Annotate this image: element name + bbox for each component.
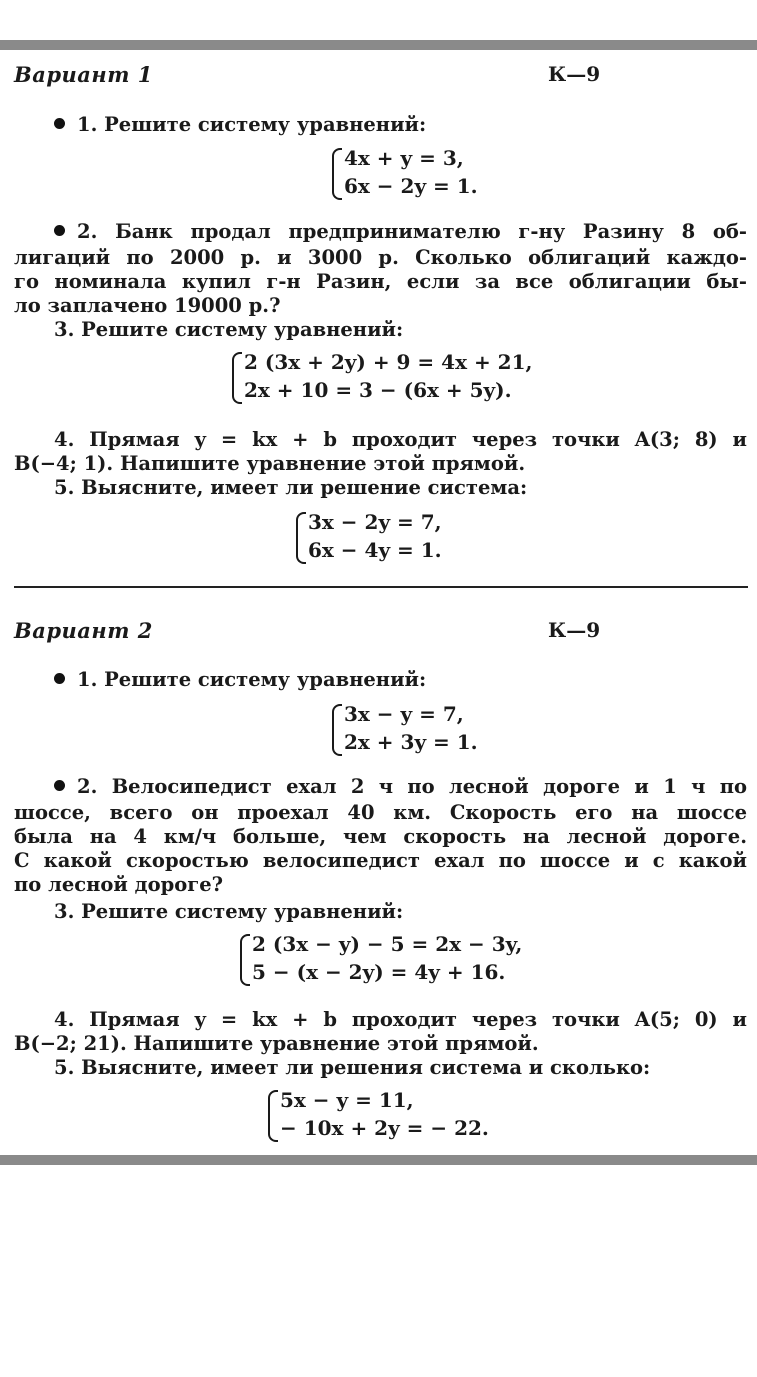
equation: 2x + 3y = 1. xyxy=(344,730,478,754)
v1-system5 xyxy=(296,510,466,566)
brace-icon xyxy=(232,352,242,404)
bullet-icon xyxy=(54,780,65,791)
v1-task4-line: B(−4; 1). Напишите уравнение этой прямой. xyxy=(14,452,526,475)
divider xyxy=(14,586,748,588)
v1-system1 xyxy=(332,146,492,202)
variant-2-code: К—9 xyxy=(548,618,601,642)
equation: 3x − y = 7, xyxy=(344,702,464,726)
equation: 5 − (x − 2y) = 4y + 16. xyxy=(252,960,506,984)
v2-system5 xyxy=(268,1088,508,1144)
equation: 2 (3x − y) − 5 = 2x − 3y, xyxy=(252,932,523,956)
v2-task2-line: была на 4 км/ч больше, чем скорость на лесной дороге. xyxy=(14,825,747,848)
equation: 4x + y = 3, xyxy=(344,146,464,170)
v2-task2-line: 2. Велосипедист ехал 2 ч по лесной дороге и 1 ч по xyxy=(14,775,747,799)
v1-task1 xyxy=(54,113,426,137)
brace-icon xyxy=(268,1090,278,1142)
brace-icon xyxy=(296,512,306,564)
v1-task2-line: ло заплачено 19000 р.? xyxy=(14,294,281,317)
equation: − 10x + 2y = − 22. xyxy=(280,1116,489,1140)
bottom-border xyxy=(0,1155,757,1165)
variant-2-title: Вариант 2 xyxy=(14,618,153,643)
v1-task2-line: 2. Банк продал предпринимателю г-ну Разину 8 об- xyxy=(14,220,747,244)
brace-icon xyxy=(240,934,250,986)
v2-system1 xyxy=(332,702,492,758)
equation: 6x − 2y = 1. xyxy=(344,174,478,198)
v1-system3 xyxy=(232,350,562,406)
equation: 2x + 10 = 3 − (6x + 5y). xyxy=(244,378,512,402)
top-border xyxy=(0,40,757,50)
v1-task4-line: 4. Прямая y = kx + b проходит через точки A(3; 8) и xyxy=(54,428,747,451)
brace-icon xyxy=(332,148,342,200)
v2-task2-line: шоссе, всего он проехал 40 км. Скорость его на шоссе xyxy=(14,801,747,824)
v2-task4-line: B(−2; 21). Напишите уравнение этой прямой. xyxy=(14,1032,539,1055)
v1-task1-text: 1. Решите систему уравнений: xyxy=(77,113,427,136)
v2-system3 xyxy=(240,932,560,988)
v1-task5: 5. Выясните, имеет ли решение система: xyxy=(54,476,528,499)
v1-task3: 3. Решите систему уравнений: xyxy=(54,318,404,341)
v2-task2-line: по лесной дороге? xyxy=(14,873,224,896)
v1-task2-line: го номинала купил г-н Разин, если за все облигации бы- xyxy=(14,270,747,293)
v2-task1 xyxy=(54,668,426,692)
v2-task3: 3. Решите систему уравнений: xyxy=(54,900,404,923)
equation: 3x − 2y = 7, xyxy=(308,510,442,534)
v2-task5: 5. Выясните, имеет ли решения система и сколько: xyxy=(54,1056,651,1079)
bullet-icon xyxy=(54,225,65,236)
variant-1-code: К—9 xyxy=(548,62,601,86)
equation: 6x − 4y = 1. xyxy=(308,538,442,562)
bullet-icon xyxy=(54,673,65,684)
variant-1-title: Вариант 1 xyxy=(14,62,153,87)
v2-task4-line: 4. Прямая y = kx + b проходит через точки A(5; 0) и xyxy=(54,1008,747,1031)
equation: 5x − y = 11, xyxy=(280,1088,414,1112)
v2-task2-line: С какой скоростью велосипедист ехал по шоссе и с какой xyxy=(14,849,747,872)
v2-task1-text: 1. Решите систему уравнений: xyxy=(77,668,427,691)
v1-task2-line: лигаций по 2000 р. и 3000 р. Сколько облигаций каждо- xyxy=(14,246,747,269)
brace-icon xyxy=(332,704,342,756)
bullet-icon xyxy=(54,118,65,129)
equation: 2 (3x + 2y) + 9 = 4x + 21, xyxy=(244,350,533,374)
